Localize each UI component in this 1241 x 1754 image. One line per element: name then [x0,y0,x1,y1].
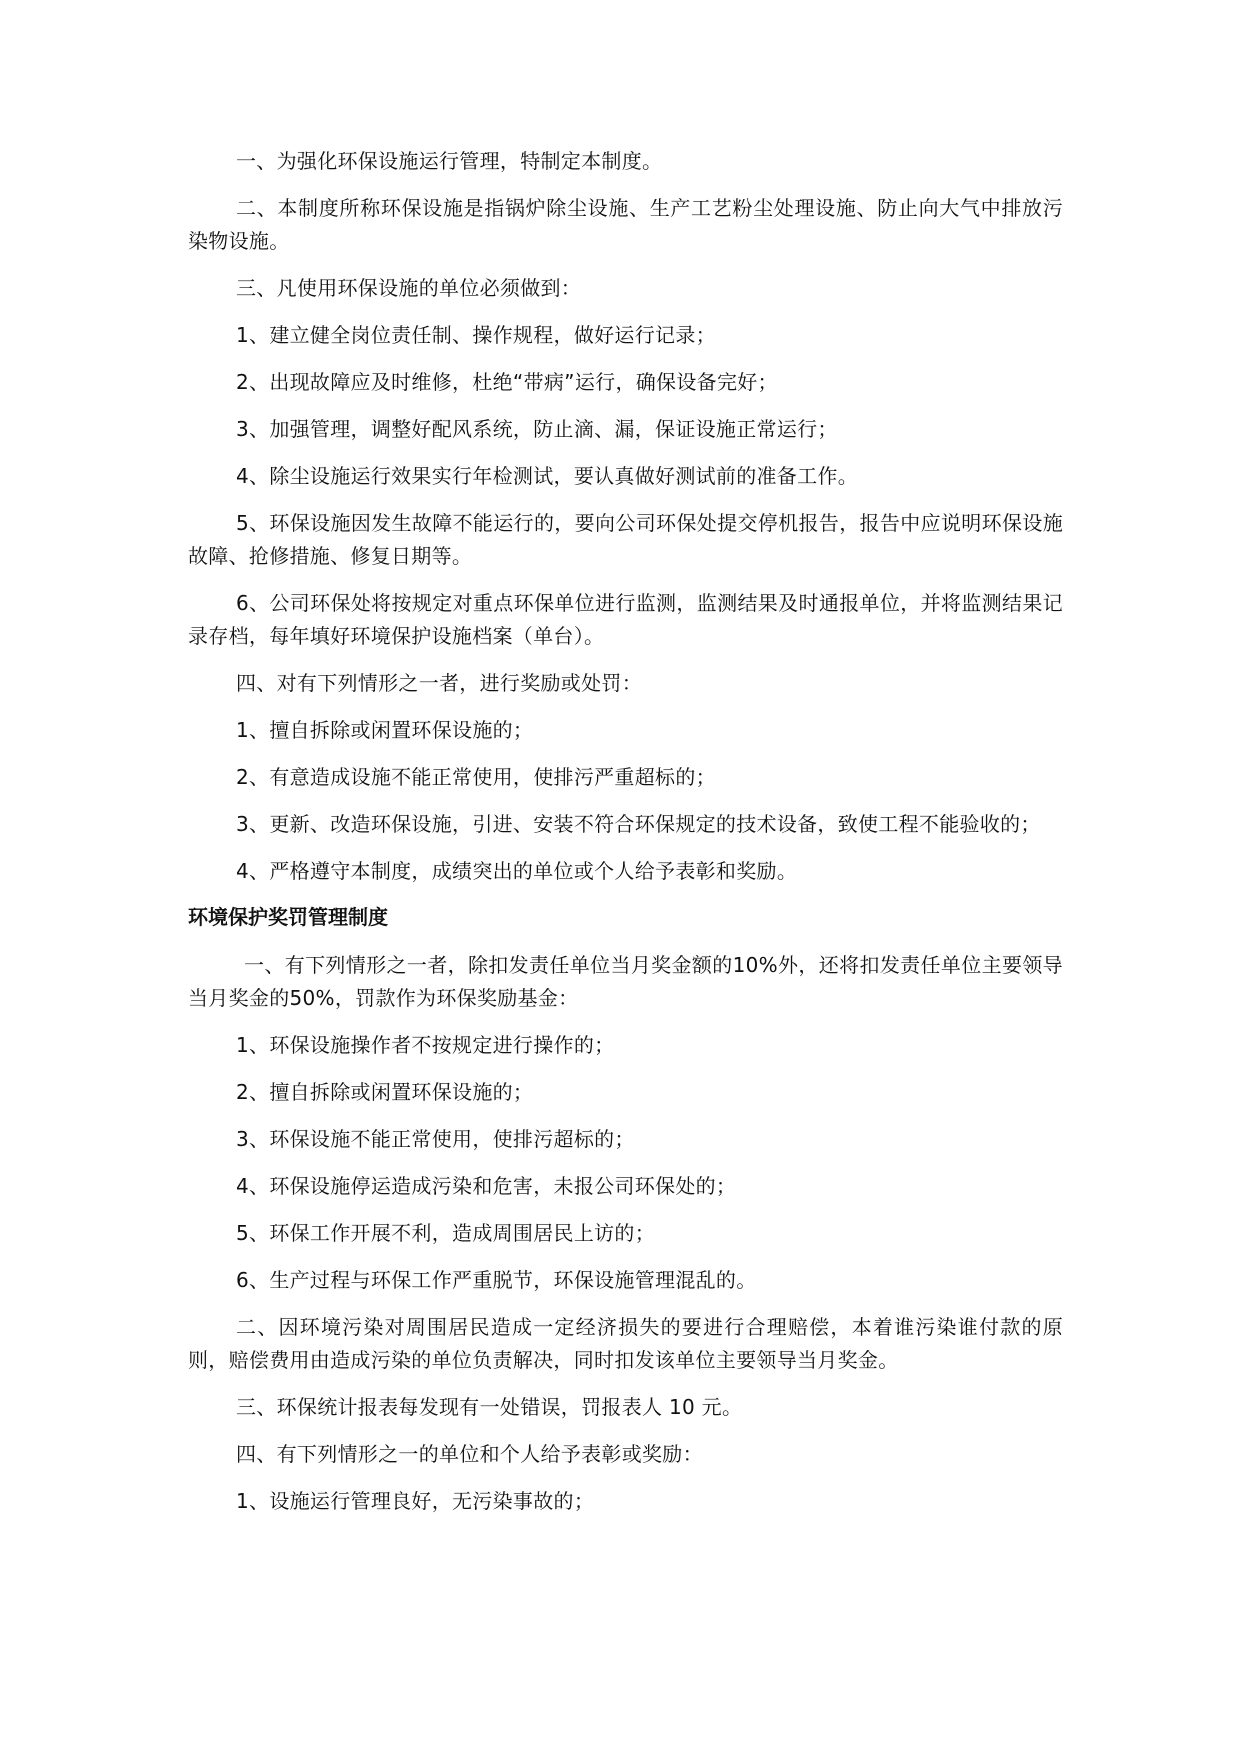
list-item: 4、环保设施停运造成污染和危害，未报公司环保处的； [236,1174,737,1198]
list-item: 2、擅自拆除或闲置环保设施的； [236,1080,534,1104]
paragraph: 四、对有下列情形之一者，进行奖励或处罚： [236,671,642,695]
list-item: 3、加强管理，调整好配风系统，防止滴、漏，保证设施正常运行； [236,417,838,441]
list-item: 5、环保工作开展不利，造成周围居民上访的； [236,1221,656,1245]
list-item: 4、除尘设施运行效果实行年检测试，要认真做好测试前的准备工作。 [236,464,859,488]
paragraph: 一、有下列情形之一者，除扣发责任单位当月奖金额的10%外，还将扣发责任单位主要领导当月奖金的50%，罚款作为环保奖励基金： [188,953,1063,1010]
paragraph: 三、凡使用环保设施的单位必须做到： [236,276,582,300]
list-item: 4、严格遵守本制度，成绩突出的单位或个人给予表彰和奖励。 [236,859,798,883]
list-item: 2、出现故障应及时维修，杜绝“带病”运行，确保设备完好； [236,370,778,394]
paragraph: 二、因环境污染对周围居民造成一定经济损失的要进行合理赔偿，本着谁污染谁付款的原则，赔偿费用由造成污染的单位负责解决，同时扣发该单位主要领导当月奖金。 [188,1315,1063,1372]
list-item: 2、有意造成设施不能正常使用，使排污严重超标的； [236,765,716,789]
list-item: 3、更新、改造环保设施，引进、安装不符合环保规定的技术设备，致使工程不能验收的； [236,812,1041,836]
paragraph: 二、本制度所称环保设施是指锅炉除尘设施、生产工艺粉尘处理设施、防止向大气中排放污染物设施。 [188,196,1063,253]
list-item: 1、擅自拆除或闲置环保设施的； [236,718,534,742]
list-item: 6、生产过程与环保工作严重脱节，环保设施管理混乱的。 [236,1268,757,1292]
list-item: 3、环保设施不能正常使用，使排污超标的； [236,1127,635,1151]
paragraph: 四、有下列情形之一的单位和个人给予表彰或奖励： [236,1442,703,1466]
section-heading: 环境保护奖罚管理制度 [188,907,388,929]
list-item: 6、公司环保处将按规定对重点环保单位进行监测，监测结果及时通报单位，并将监测结果记录存档，每年填好环境保护设施档案（单台）。 [188,591,1063,648]
list-item: 1、建立健全岗位责任制、操作规程，做好运行记录； [236,323,716,347]
paragraph: 一、为强化环保设施运行管理，特制定本制度。 [236,149,663,173]
document-page [188,145,1063,1532]
list-item: 5、环保设施因发生故障不能运行的，要向公司环保处提交停机报告，报告中应说明环保设施故障、抢修措施、修复日期等。 [188,511,1063,568]
list-item: 1、设施运行管理良好，无污染事故的； [236,1489,595,1513]
section-environmental-facilities-rules [188,145,1063,888]
list-item: 1、环保设施操作者不按规定进行操作的； [236,1033,615,1057]
section-reward-penalty-rules [188,902,1063,1518]
paragraph: 三、环保统计报表每发现有一处错误，罚报表人 10 元。 [236,1395,743,1419]
